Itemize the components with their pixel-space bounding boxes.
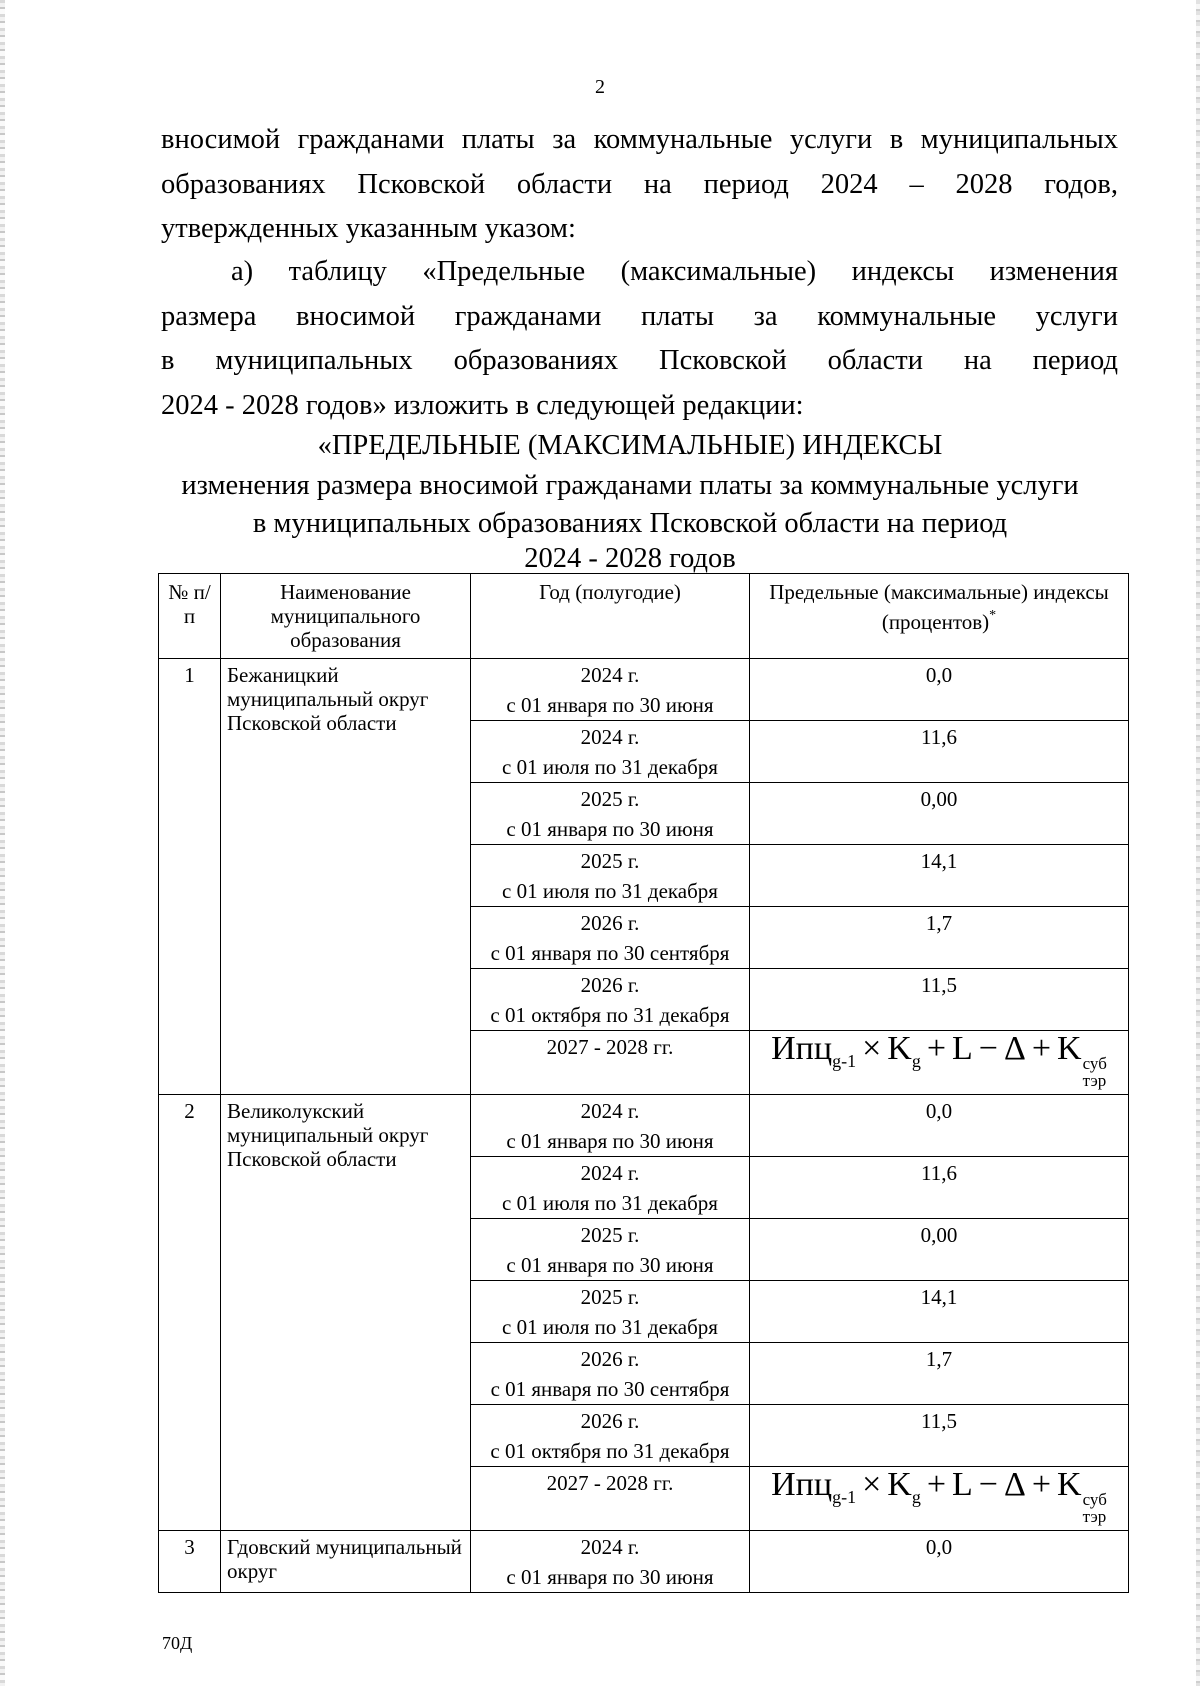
period-range: с 01 января по 30 июня xyxy=(506,693,714,717)
index-value: 1,7 xyxy=(750,907,1129,969)
period-cell xyxy=(471,1095,750,1157)
table-title-line1: «ПРЕДЕЛЬНЫЕ (МАКСИМАЛЬНЫЕ) ИНДЕКСЫ xyxy=(317,430,943,461)
period-range: с 01 января по 30 июня xyxy=(506,1253,714,1277)
period-range: с 01 октября по 31 декабря xyxy=(490,1439,730,1463)
formula-cell xyxy=(750,1031,1129,1095)
header-period: Год (полугодие) xyxy=(471,574,750,659)
period-year: 2024 г. xyxy=(580,1099,640,1123)
table-row xyxy=(159,1531,1129,1593)
index-value: 0,0 xyxy=(750,1095,1129,1157)
header-name: Наименование муниципального образования xyxy=(221,574,471,659)
period-cell xyxy=(471,1405,750,1467)
period-cell xyxy=(471,783,750,845)
scan-edge-left xyxy=(0,0,5,1686)
period-range: с 01 января по 30 июня xyxy=(506,1129,714,1153)
period-cell xyxy=(471,845,750,907)
index-value: 0,00 xyxy=(750,783,1129,845)
row-number: 2 xyxy=(159,1095,221,1531)
index-value: 0,0 xyxy=(750,1531,1129,1593)
formula-cell xyxy=(750,1467,1129,1531)
row-number: 3 xyxy=(159,1531,221,1593)
table-row xyxy=(159,1095,1129,1157)
page-number: 2 xyxy=(595,76,605,98)
paragraph1-line1: вносимой гражданами платы за коммунальные услуги в муниципальных xyxy=(161,124,1118,155)
index-value: 14,1 xyxy=(750,1281,1129,1343)
period-year: 2026 г. xyxy=(580,911,640,935)
period-range: с 01 января по 30 июня xyxy=(506,817,714,841)
period-cell xyxy=(471,1219,750,1281)
index-value: 0,00 xyxy=(750,1219,1129,1281)
scan-edge-right xyxy=(1196,0,1200,1686)
table-row xyxy=(159,659,1129,721)
table-title-line4: 2024 - 2028 годов xyxy=(524,543,736,574)
period-year: 2025 г. xyxy=(580,1223,640,1247)
period-range: с 01 января по 30 сентября xyxy=(490,1377,730,1401)
period-range: с 01 июля по 31 декабря xyxy=(502,1315,718,1339)
period-range: с 01 января по 30 сентября xyxy=(490,941,730,965)
period-year: 2025 г. xyxy=(580,1285,640,1309)
period-year: 2024 г. xyxy=(580,725,640,749)
table-title-line3: в муниципальных образованиях Псковской области на период xyxy=(252,508,1008,539)
period-cell xyxy=(471,1281,750,1343)
index-value: 1,7 xyxy=(750,1343,1129,1405)
period-year: 2024 г. xyxy=(580,663,640,687)
period-range: с 01 января по 30 июня xyxy=(506,1565,714,1589)
paragraph2-line1: а) таблицу «Предельные (максимальные) индексы изменения xyxy=(231,256,1118,287)
index-value: 14,1 xyxy=(750,845,1129,907)
table-body xyxy=(159,659,1129,1593)
index-formula: $Ипц_{g-1} \times K_g + L - \Delta + K$ суб тэр xyxy=(771,1030,1107,1090)
period-year: 2025 г. xyxy=(580,787,640,811)
period-cell xyxy=(471,1531,750,1593)
header-num: № п/п xyxy=(159,574,221,659)
period-cell xyxy=(471,969,750,1031)
index-formula: $Ипц_{g-1} \times K_g + L - \Delta + K$ суб тэр xyxy=(771,1466,1107,1526)
header-index xyxy=(750,574,1129,659)
indices-table xyxy=(158,573,1129,1593)
municipality-name: Бежаницкий муниципальный округ Псковской области xyxy=(221,659,471,1095)
final-period: 2027 - 2028 гг. xyxy=(471,1031,750,1095)
period-year: 2025 г. xyxy=(580,849,640,873)
period-cell xyxy=(471,721,750,783)
paragraph2-line3: в муниципальных образованиях Псковской области на период xyxy=(161,345,1118,376)
municipality-name: Гдовский муниципальный округ xyxy=(221,1531,471,1593)
period-cell xyxy=(471,1157,750,1219)
period-year: 2026 г. xyxy=(580,973,640,997)
period-range: с 01 июля по 31 декабря xyxy=(502,755,718,779)
period-cell xyxy=(471,659,750,721)
final-period: 2027 - 2028 гг. xyxy=(471,1467,750,1531)
document-code: 70Д xyxy=(162,1633,193,1653)
paragraph1-line3: утвержденных указанным указом: xyxy=(161,213,576,244)
table-title-line2: изменения размера вносимой гражданами платы за коммунальные услуги xyxy=(181,470,1079,501)
paragraph2-line4: 2024 - 2028 годов» изложить в следующей редакции: xyxy=(161,389,804,421)
period-cell xyxy=(471,1343,750,1405)
paragraph2-line2: размера вносимой гражданами платы за коммунальные услуги xyxy=(161,300,1118,332)
index-value: 11,6 xyxy=(750,1157,1129,1219)
row-number: 1 xyxy=(159,659,221,1095)
period-year: 2026 г. xyxy=(580,1347,640,1371)
period-year: 2024 г. xyxy=(580,1535,640,1559)
paragraph-continuation xyxy=(161,118,1118,252)
period-year: 2024 г. xyxy=(580,1161,640,1185)
period-range: с 01 июля по 31 декабря xyxy=(502,879,718,903)
paragraph1-line2: образованиях Псковской области на период 2024 – 2028 годов, xyxy=(161,168,1118,200)
period-range: с 01 июля по 31 декабря xyxy=(502,1191,718,1215)
period-range: с 01 октября по 31 декабря xyxy=(490,1003,730,1027)
index-value: 11,5 xyxy=(750,1405,1129,1467)
header-index-label: Предельные (максимальные) индексы (процентов) xyxy=(769,580,1109,634)
footnote-mark: * xyxy=(989,608,997,623)
table-header-row xyxy=(159,574,1129,659)
index-value: 0,0 xyxy=(750,659,1129,721)
period-year: 2026 г. xyxy=(580,1409,640,1433)
paragraph-amendment xyxy=(161,250,1118,428)
municipality-name: Великолукский муниципальный округ Псковской области xyxy=(221,1095,471,1531)
index-value: 11,6 xyxy=(750,721,1129,783)
period-cell xyxy=(471,907,750,969)
index-value: 11,5 xyxy=(750,969,1129,1031)
